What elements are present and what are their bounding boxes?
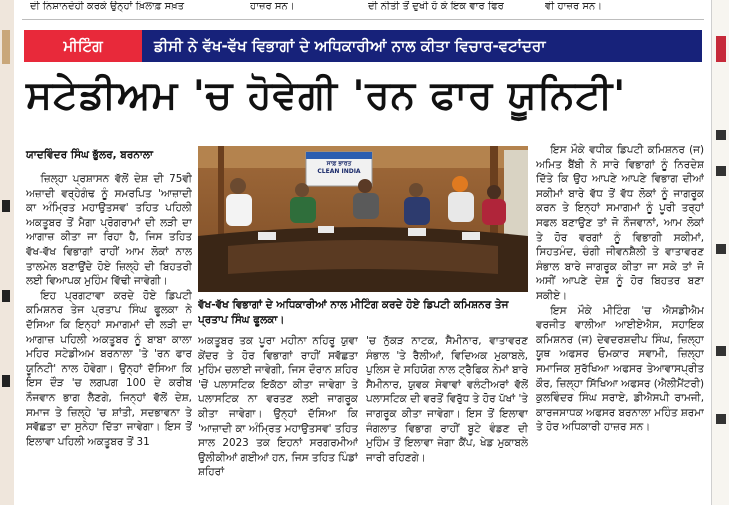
right-page-edge xyxy=(711,0,729,505)
article-column-4 xyxy=(536,143,704,493)
col4-para-1: ਇਸ ਮੌਕੇ ਵਧੀਕ ਡਿਪਟੀ ਕਮਿਸ਼ਨਰ (ਜ) ਅਮਿਤ ਬੈਂਬੀ ਨੇ ਸਾਰੇ ਵਿਭਾਗਾਂ ਨੂੰ ਨਿਰਦੇਸ਼ ਦਿੱਤੇ ਕਿ ਉਹ ਆਪਣੇ ਆਪਣੇ ਵਿਭਾਗ ਦੀਆਂ ਸਕੀਮਾਂ ਬਾਰੇ ਵੱਧ ਤੋਂ ਵੱਧ ਲੋਕਾਂ ਨੂੰ ਜਾਗਰੂਕ ਕਰਨ ਤੇ ਇਨ੍ਹਾਂ ਸਮਾਗਮਾਂ ਨੂੰ ਪੂਰੀ ਤਰ੍ਹਾਂ ਸਫਲ ਬਣਾਉਣ ਤਾਂ ਜੋ ਨੌਜਵਾਨਾਂ, ਆਮ ਲੋਕਾਂ ਤੇ ਹੋਰ ਵਰਗਾਂ ਨੂੰ ਵਿਭਾਗੀ ਸਕੀਮਾਂ, ਸਿਹਤਮੰਦ, ਚੰਗੀ ਜੀਵਨਸ਼ੈਲੀ ਤੇ ਵਾਤਾਵਰਣ ਸੰਭਾਲ ਬਾਰੇ ਜਾਗਰੂਕ ਕੀਤਾ ਜਾ ਸਕੇ ਤਾਂ ਜੋ ਅਸੀਂ ਆਪਣੇ ਦੇਸ਼ ਨੂੰ ਹੋਰ ਬਿਹਤਰ ਬਣਾ ਸਕੀਏ। xyxy=(536,144,704,302)
section-tag: ਮੀਟਿੰਗ xyxy=(24,30,142,62)
meeting-photo xyxy=(198,146,528,292)
photo-caption: ਵੱਖ-ਵੱਖ ਵਿਭਾਗਾਂ ਦੇ ਅਧਿਕਾਰੀਆਂ ਨਾਲ ਮੀਟਿੰਗ ਕਰਦੇ ਹੋਏ ਡਿਪਟੀ ਕਮਿਸ਼ਨਰ ਤੇਜ ਪ੍ਰਤਾਪ ਸਿੰਘ ਫੂਲਕਾ। xyxy=(198,299,509,326)
article-column-2 xyxy=(198,334,358,492)
headline: ਸਟੇਡੀਅਮ 'ਚ ਹੋਵੇਗੀ 'ਰਨ ਫਾਰ ਯੂਨਿਟੀ' xyxy=(26,73,627,118)
left-page-edge xyxy=(0,0,14,505)
photo-banner-text-1: ਸਾਫ਼ ਭਾਰਤ xyxy=(326,160,352,167)
col1-para-1: ਜ਼ਿਲ੍ਹਾ ਪ੍ਰਸ਼ਾਸਨ ਵੱਲੋਂ ਦੇਸ਼ ਦੀ 75ਵੀ ਅਜ਼ਾਦੀ ਵਰ੍ਹੇਗੰਢ ਨੂੰ ਸਮਰਪਿਤ 'ਆਜ਼ਾਦੀ ਕਾ ਅੰਮ੍ਰਿਤ ਮਹਾਉਤਸਵ' ਤਹਿਤ ਪਹਿਲੀ ਅਕਤੂਬਰ ਤੋਂ ਮੈਗਾ ਪ੍ਰੋਗਰਾਮਾਂ ਦੀ ਲੜੀ ਦਾ ਆਗਾਜ਼ ਕੀਤਾ ਜਾ ਰਿਹਾ ਹੈ, ਜਿਸ ਤਹਿਤ ਵੱਖ-ਵੱਖ ਵਿਭਾਗਾਂ ਰਾਹੀਂ ਆਮ ਲੋਕਾਂ ਨਾਲ ਤਾਲਮੇਲ ਬਣਾਉਂਦੇ ਹੋਏ ਜ਼ਿਲ੍ਹੇ ਦੀ ਬਿਹਤਰੀ ਲਈ ਵਿਆਪਕ ਮੁਹਿੰਮ ਵਿੱਢੀ ਜਾਵੇਗੀ। xyxy=(26,173,192,288)
prev-article-fragment-right: ਦੀ ਨੀਤੀ ਤੋਂ ਦੁਖੀ ਹੋ ਕੇ ਇਕ ਵਾਰ ਫਿਰ xyxy=(368,1,504,12)
col4-para-2: ਇਸ ਮੌਕੇ ਮੀਟਿੰਗ 'ਚ ਐਸਡੀਐਮ ਵਰਜੀਤ ਵਾਲੀਆ ਆਈਏਐਸ, ਸਹਾਇਕ ਕਮਿਸ਼ਨਰ (ਜ) ਦੇਵਦਰਸ਼ਦੀਪ ਸਿੰਘ, ਜ਼ਿਲ੍ਹਾ ਯੂਥ ਅਫਸਰ ਓਮਕਾਰ ਸਵਾਮੀ, ਜ਼ਿਲ੍ਹਾ ਸਮਾਜਿਕ ਸੁਰੱਖਿਆ ਅਫਸਰ ਤੇਆਵਾਸਪ੍ਰੀਤ ਕੌਰ, ਜ਼ਿਲ੍ਹਾ ਸਿੱਖਿਆ ਅਫਸਰ (ਐਲੀਮੈਂਟਰੀ) ਕੁਲਵਿੰਦਰ ਸਿੰਘ ਸਰਾਏ, ਡੀਐਸਪੀ ਰਾਮਜੀ, ਕਾਰਜਸਾਧਕ ਅਫਸਰ ਬਰਨਾਲਾ ਮਹਿੰਤ ਸ਼ਰਮਾ ਤੇ ਹੋਰ ਅਧਿਕਾਰੀ ਹਾਜ਼ਰ ਸਨ। xyxy=(536,304,704,434)
col3-para-1: 'ਚ ਨੁੱਕੜ ਨਾਟਕ, ਸੈਮੀਨਾਰ, ਵਾਤਾਵਰਣ ਸੰਭਾਲ 'ਤੇ ਰੈਲੀਆਂ, ਵਿਦਿਅਕ ਮੁਕਾਬਲੇ, ਪੁਲਿਸ ਦੇ ਸਹਿਯੋਗ ਨਾਲ ਟ੍ਰੈਫਿਕ ਨੇਮਾਂ ਬਾਰੇ ਸੈਮੀਨਾਰ, ਯੁਵਕ ਸੇਵਾਵਾਂ ਵਲੰਟੀਅਰਾਂ ਵੱਲੋਂ ਪਲਾਸਟਿਕ ਦੀ ਵਰਤੋਂ ਵਿਰੁੱਧ ਤੇ ਹੋਰ ਪੱਖਾਂ 'ਤੇ ਜਾਗਰੂਕ ਕੀਤਾ ਜਾਵੇਗਾ। ਇਸ ਤੋਂ ਇਲਾਵਾ ਜੰਗਲਾਤ ਵਿਭਾਗ ਰਾਹੀਂ ਬੂਟੇ ਵੰਡਣ ਦੀ ਮੁਹਿੰਮ ਤੋਂ ਇਲਾਵਾ ਜੇਗਾ ਕੈਂਪ, ਖੇਡ ਮੁਕਾਬਲੇ ਜਾਰੀ ਰਹਿਣਗੇ। xyxy=(366,335,528,464)
byline: ਯਾਦਵਿੰਦਰ ਸਿੰਘ ਭੁੱਲਰ, ਬਰਨਾਲਾ xyxy=(26,149,153,161)
prev-article-fragment-middle: ਹਾਜ਼ਰ ਸਨ। xyxy=(250,1,295,12)
prev-article-fragment-far-right: ਵੀ ਹਾਜ਼ਰ ਸਨ। xyxy=(545,1,602,12)
prev-article-fragment-left: ਦੀ ਨਿਸ਼ਾਨਦੇਹੀ ਕਰਕੇ ਉਨ੍ਹਾਂ ਖ਼ਿਲਾਫ਼ ਸਖ਼ਤ xyxy=(30,1,185,12)
photo-banner-text-2: CLEAN INDIA xyxy=(317,168,361,175)
article-column-1 xyxy=(26,172,192,492)
top-divider xyxy=(22,19,704,20)
subheading-bar: ਡੀਸੀ ਨੇ ਵੱਖ-ਵੱਖ ਵਿਭਾਗਾਂ ਦੇ ਅਧਿਕਾਰੀਆਂ ਨਾਲ ਕੀਤਾ ਵਿਚਾਰ-ਵਟਾਂਦਰਾ xyxy=(142,30,702,62)
col2-para-1: ਅਕਤੂਬਰ ਤਕ ਪੂਰਾ ਮਹੀਨਾ ਨਹਿਰੂ ਯੁਵਾ ਕੇਂਦਰ ਤੇ ਹੋਰ ਵਿਭਾਗਾਂ ਰਾਹੀਂ ਸਵੱਛਤਾ ਮੁਹਿੰਮ ਚਲਾਈ ਜਾਵੇਗੀ, ਜਿਸ ਦੌਰਾਨ ਸ਼ਹਿਰ 'ਚੋਂ ਪਲਾਸਟਿਕ ਇਕੱਠਾ ਕੀਤਾ ਜਾਵੇਗਾ ਤੇ ਪਲਾਸਟਿਕ ਨਾ ਵਰਤਣ ਲਈ ਜਾਗਰੂਕ ਕੀਤਾ ਜਾਵੇਗਾ। ਉਨ੍ਹਾਂ ਦੱਸਿਆ ਕਿ 'ਆਜ਼ਾਦੀ ਕਾ ਅੰਮ੍ਰਿਤ ਮਹਾਉਤਸਵ' ਤਹਿਤ ਸਾਲ 2023 ਤਕ ਇਹਨਾਂ ਸਰਗਰਮੀਆਂ ਉਲੀਕੀਆਂ ਗਈਆਂ ਹਨ, ਜਿਸ ਤਹਿਤ ਪਿੰਡਾਂ ਸ਼ਹਿਰਾਂ xyxy=(198,335,358,479)
article-column-3 xyxy=(366,334,528,492)
col1-para-2: ਇਹ ਪ੍ਰਗਟਾਵਾ ਕਰਦੇ ਹੋਏ ਡਿਪਟੀ ਕਮਿਸ਼ਨਰ ਤੇਜ ਪ੍ਰਤਾਪ ਸਿੰਘ ਫੂਲਕਾ ਨੇ ਦੱਸਿਆ ਕਿ ਇਨ੍ਹਾਂ ਸਮਾਗਮਾਂ ਦੀ ਲੜੀ ਦਾ ਆਗਾਜ਼ ਪਹਿਲੀ ਅਕਤੂਬਰ ਨੂੰ ਬਾਬਾ ਕਾਲਾ ਮਹਿਰ ਸਟੇਡੀਅਮ ਬਰਨਾਲਾ 'ਤੇ 'ਰਨ ਫਾਰ ਯੂਨਿਟੀ' ਨਾਲ ਹੋਵੇਗਾ। ਉਨ੍ਹਾਂ ਦੱਸਿਆ ਕਿ ਇਸ ਦੌੜ 'ਚ ਲਗਪਗ 100 ਦੇ ਕਰੀਬ ਨੌਜਵਾਨ ਭਾਗ ਲੈਣਗੇ, ਜਿਨ੍ਹਾਂ ਵੱਲੋਂ ਦੇਸ਼, ਸਮਾਜ ਤੇ ਜ਼ਿਲ੍ਹੇ 'ਚ ਸ਼ਾਂਤੀ, ਸਦਭਾਵਨਾ ਤੇ ਸਵੱਛਤਾ ਦਾ ਸੁਨੇਹਾ ਦਿੱਤਾ ਜਾਵੇਗਾ। ਇਸ ਤੋਂ ਇਲਾਵਾ ਪਹਿਲੀ ਅਕਤੂਬਰ ਤੋਂ 31 xyxy=(26,289,192,448)
